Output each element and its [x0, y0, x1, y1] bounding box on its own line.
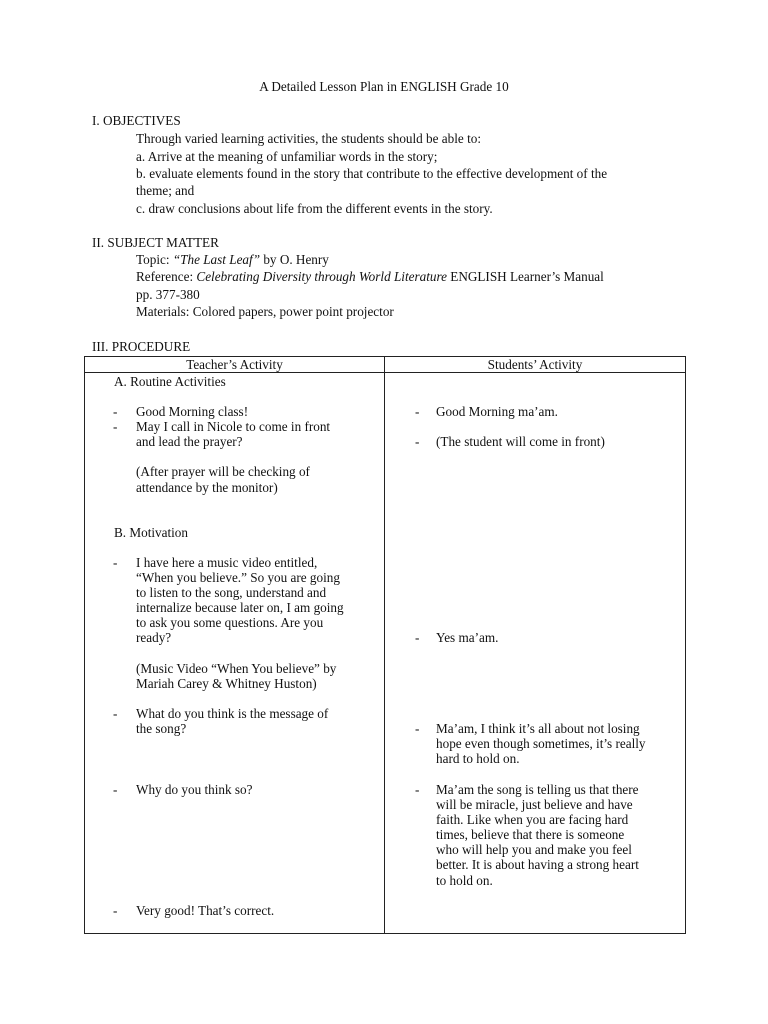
- objective-c: c. draw conclusions about life from the different events in the story.: [136, 201, 493, 216]
- bullet-dash: -: [113, 903, 118, 918]
- topic-label: Topic:: [136, 252, 173, 267]
- student-line: faith. Like when you are facing hard: [436, 812, 629, 827]
- teacher-line: Why do you think so?: [136, 782, 253, 797]
- students-activity-header: Students’ Activity: [487, 357, 583, 372]
- bullet-dash: -: [113, 706, 118, 721]
- student-line: who will help you and make you feel: [436, 842, 632, 857]
- student-line: Ma’am, I think it’s all about not losing: [436, 721, 640, 736]
- teacher-line: “When you believe.” So you are going: [136, 570, 340, 585]
- objectives-heading: I. OBJECTIVES: [92, 113, 181, 128]
- teacher-line: Very good! That’s correct.: [136, 903, 275, 918]
- reference-line: [136, 269, 604, 284]
- teacher-line: What do you think is the message of: [136, 706, 329, 721]
- student-line: hope even though sometimes, it’s really: [436, 736, 646, 751]
- bullet-dash: -: [415, 630, 420, 645]
- procedure-heading: III. PROCEDURE: [92, 339, 191, 354]
- bullet-dash: -: [415, 404, 420, 419]
- topic-line: [136, 252, 329, 267]
- student-line: Good Morning ma’am.: [436, 404, 558, 419]
- bullet-dash: -: [113, 404, 118, 419]
- bullet-dash: -: [113, 419, 118, 434]
- teacher-line: to ask you some questions. Are you: [136, 615, 324, 630]
- objective-b: b. evaluate elements found in the story that contribute to the effective development of the: [136, 166, 608, 181]
- bullet-dash: -: [415, 434, 420, 449]
- teacher-line: (After prayer will be checking of: [136, 464, 310, 479]
- student-line: (The student will come in front): [436, 434, 605, 449]
- student-line: to hold on.: [436, 873, 493, 888]
- bullet-dash: -: [113, 782, 118, 797]
- bullet-dash: -: [415, 721, 420, 736]
- header-rule: [85, 372, 685, 373]
- reference-label: Reference:: [136, 269, 197, 284]
- topic-title: “The Last Leaf”: [172, 252, 261, 267]
- student-line: better. It is about having a strong heart: [436, 857, 639, 872]
- student-line: will be miracle, just believe and have: [436, 797, 633, 812]
- reference-rest: ENGLISH Learner’s Manual: [446, 269, 604, 284]
- teacher-line: Mariah Carey & Whitney Huston): [136, 676, 317, 691]
- materials-line: Materials: Colored papers, power point projector: [136, 304, 394, 319]
- column-divider: [384, 357, 385, 933]
- teacher-line: attendance by the monitor): [136, 480, 278, 495]
- teacher-line: Good Morning class!: [136, 404, 249, 419]
- document-title: A Detailed Lesson Plan in ENGLISH Grade 10: [259, 79, 509, 94]
- reference-pages: pp. 377-380: [136, 287, 200, 302]
- teacher-line: (Music Video “When You believe” by: [136, 661, 337, 676]
- objective-b-continued: theme; and: [136, 183, 195, 198]
- teacher-line: I have here a music video entitled,: [136, 555, 318, 570]
- student-line: times, believe that there is someone: [436, 827, 625, 842]
- routine-activities-heading: A. Routine Activities: [114, 374, 226, 389]
- teacher-activity-header: Teacher’s Activity: [186, 357, 283, 372]
- bullet-dash: -: [415, 782, 420, 797]
- reference-title: Celebrating Diversity through World Literature: [196, 269, 447, 284]
- student-line: hard to hold on.: [436, 751, 520, 766]
- teacher-line: the song?: [136, 721, 187, 736]
- teacher-line: to listen to the song, understand and: [136, 585, 327, 600]
- objectives-intro: Through varied learning activities, the students should be able to:: [136, 131, 481, 146]
- teacher-line: ready?: [136, 630, 172, 645]
- teacher-line: and lead the prayer?: [136, 434, 243, 449]
- procedure-table: [84, 356, 686, 934]
- subject-matter-heading: II. SUBJECT MATTER: [92, 235, 219, 250]
- topic-author: by O. Henry: [260, 252, 329, 267]
- student-line: Ma’am the song is telling us that there: [436, 782, 639, 797]
- teacher-line: internalize because later on, I am going: [136, 600, 344, 615]
- bullet-dash: -: [113, 555, 118, 570]
- teacher-line: May I call in Nicole to come in front: [136, 419, 331, 434]
- objective-a: a. Arrive at the meaning of unfamiliar words in the story;: [136, 149, 438, 164]
- student-line: Yes ma’am.: [436, 630, 499, 645]
- motivation-heading: B. Motivation: [114, 525, 188, 540]
